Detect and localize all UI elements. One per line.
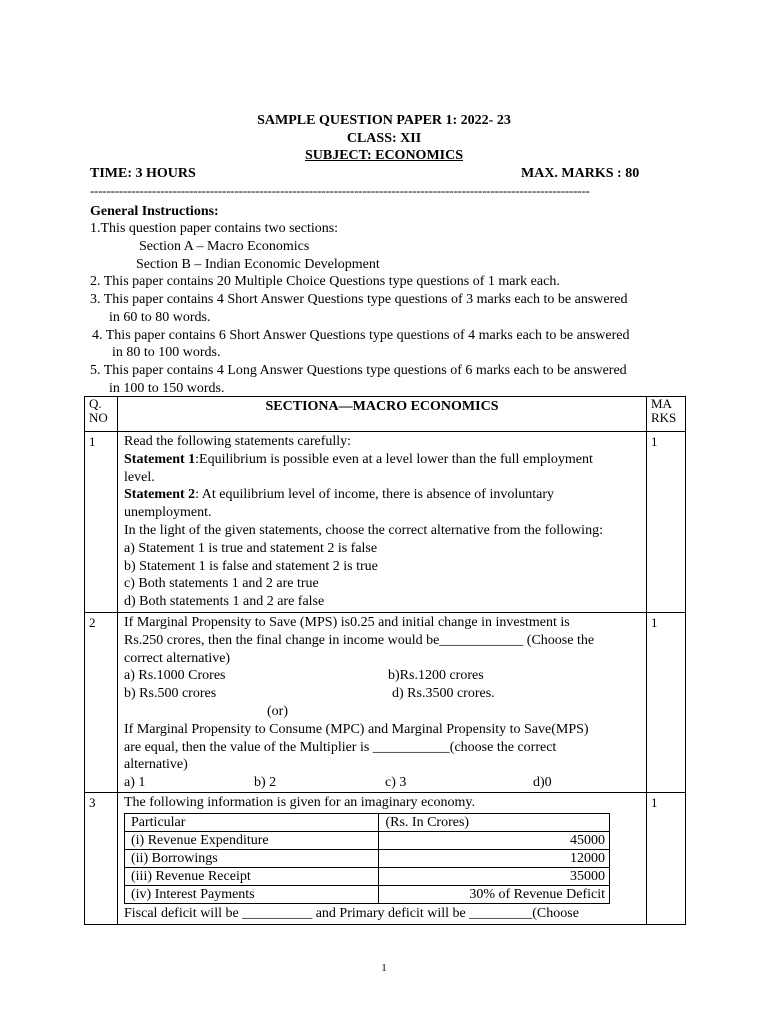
q3-data-table xyxy=(124,813,610,904)
q1-statement-1-cont: level. xyxy=(124,469,155,485)
q2-alt-options-row xyxy=(124,774,642,792)
instruction-line: in 80 to 100 words. xyxy=(112,345,221,360)
q2-alt-option: c) 3 xyxy=(385,775,407,791)
q2-options-row xyxy=(124,667,642,685)
q2-alt-option: d)0 xyxy=(533,775,552,791)
q2-option: b)Rs.1200 crores xyxy=(388,668,484,684)
question-number: 1 xyxy=(85,432,118,613)
q2-alt-line: are equal, then the value of the Multiplier is ___________(choose the correct xyxy=(124,739,557,755)
q1-option: a) Statement 1 is true and statement 2 is false xyxy=(124,540,378,556)
q3-row-label: (ii) Borrowings xyxy=(125,849,379,867)
q1-intro: Read the following statements carefully: xyxy=(124,434,352,449)
question-marks: 1 xyxy=(647,792,686,924)
q1-option: d) Both statements 1 and 2 are false xyxy=(124,594,325,610)
instruction-line: 3. This paper contains 4 Short Answer Questions type questions of 3 marks each to be answered xyxy=(90,292,628,307)
class-label: CLASS: XII xyxy=(346,131,422,146)
q3-row-value: 12000 xyxy=(379,849,610,867)
question-body xyxy=(118,612,647,792)
marks-header-line: MA xyxy=(651,396,672,411)
subject-label xyxy=(0,148,768,164)
section-title-cell xyxy=(118,397,647,432)
q3-footer: Fiscal deficit will be __________ and Primary deficit will be _________(Choose xyxy=(124,905,579,921)
q1-prompt: In the light of the given statements, choose the correct alternative from the following: xyxy=(124,522,603,538)
statement-text: : At equilibrium level of income, there is absence of involuntary xyxy=(195,487,555,503)
q2-or: (or) xyxy=(267,703,288,719)
instruction-line: 4. This paper contains 6 Short Answer Questions type questions of 4 marks each to be answered xyxy=(92,328,630,343)
q2-options-row xyxy=(124,685,642,703)
q3-row-value: 30% of Revenue Deficit xyxy=(379,885,610,903)
instruction-line: Section A – Macro Economics xyxy=(139,239,310,254)
time-label: TIME: 3 HOURS xyxy=(90,166,196,181)
q1-statement-2-cont: unemployment. xyxy=(124,505,212,521)
question-number: 2 xyxy=(85,612,118,792)
q2-line: Rs.250 crores, then the final change in income would be____________ (Choose the xyxy=(124,632,595,648)
question-number: 3 xyxy=(85,792,118,924)
question-marks: 1 xyxy=(647,612,686,792)
instruction-line: 1.This question paper contains two sections: xyxy=(90,221,339,236)
q3-col-header: (Rs. In Crores) xyxy=(379,813,610,831)
q2-option: d) Rs.3500 crores. xyxy=(392,686,495,702)
q3-row-value: 35000 xyxy=(379,867,610,885)
q3-table-row xyxy=(125,867,610,885)
max-marks-label: MAX. MARKS : 80 xyxy=(521,166,640,181)
q3-table-row xyxy=(125,849,610,867)
q3-table-header xyxy=(125,813,610,831)
q2-alt-option: b) 2 xyxy=(254,775,277,791)
statement-label: Statement 1 xyxy=(124,451,196,467)
q3-row-label: (iv) Interest Payments xyxy=(125,885,379,903)
q2-line: If Marginal Propensity to Save (MPS) is0.25 and initial change in investment is xyxy=(124,614,570,630)
q2-alt-line: alternative) xyxy=(124,757,188,773)
statement-label: Statement 2 xyxy=(124,487,196,503)
q2-line: correct alternative) xyxy=(124,650,231,666)
qno-header-line: Q. xyxy=(89,396,102,411)
q2-option: a) Rs.1000 Crores xyxy=(124,668,226,684)
subject-text: SUBJECT: ECONOMICS xyxy=(304,148,464,163)
q3-col-header: Particular xyxy=(125,813,379,831)
q2-alt-line: If Marginal Propensity to Consume (MPC) and Marginal Propensity to Save(MPS) xyxy=(124,721,589,737)
q3-table-row xyxy=(125,831,610,849)
q1-statement-1 xyxy=(124,451,642,469)
q1-option: b) Statement 1 is false and statement 2 is true xyxy=(124,558,378,574)
instruction-line: Section B – Indian Economic Development xyxy=(136,257,380,272)
question-row xyxy=(85,792,686,924)
instructions-heading: General Instructions: xyxy=(90,204,219,219)
marks-header-line: RKS xyxy=(651,410,677,425)
paper-title: SAMPLE QUESTION PAPER 1: 2022- 23 xyxy=(257,113,511,128)
instruction-line: 2. This paper contains 20 Multiple Choice Questions type questions of 1 mark each. xyxy=(90,274,560,289)
table-header-row xyxy=(85,397,686,432)
instruction-line: in 100 to 150 words. xyxy=(109,381,225,396)
q2-alt-option: a) 1 xyxy=(124,775,146,791)
q1-statement-2 xyxy=(124,486,642,504)
q3-intro: The following information is given for an imaginary economy. xyxy=(124,794,475,810)
question-body xyxy=(118,432,647,613)
q3-row-label: (i) Revenue Expenditure xyxy=(125,831,379,849)
question-marks: 1 xyxy=(647,432,686,613)
q1-option: c) Both statements 1 and 2 are true xyxy=(124,576,319,592)
question-row xyxy=(85,612,686,792)
q3-table-row xyxy=(125,885,610,903)
q3-row-value: 45000 xyxy=(379,831,610,849)
separator-line: ------------------------------------------------------------------------------------------------------------------------- xyxy=(90,183,590,198)
qno-header xyxy=(85,397,118,432)
page-number: 1 xyxy=(381,962,387,974)
section-title: SECTIONA—MACRO ECONOMICS xyxy=(265,399,499,414)
question-body xyxy=(118,792,647,924)
q2-option: b) Rs.500 crores xyxy=(124,686,217,702)
qno-header-line: NO xyxy=(89,410,108,425)
instruction-line: in 60 to 80 words. xyxy=(109,310,211,325)
q3-row-label: (iii) Revenue Receipt xyxy=(125,867,379,885)
questions-table xyxy=(84,396,686,925)
marks-header xyxy=(647,397,686,432)
question-row xyxy=(85,432,686,613)
statement-text: :Equilibrium is possible even at a level lower than the full employment xyxy=(195,451,593,467)
instruction-line: 5. This paper contains 4 Long Answer Questions type questions of 6 marks each to be answered xyxy=(90,363,627,378)
